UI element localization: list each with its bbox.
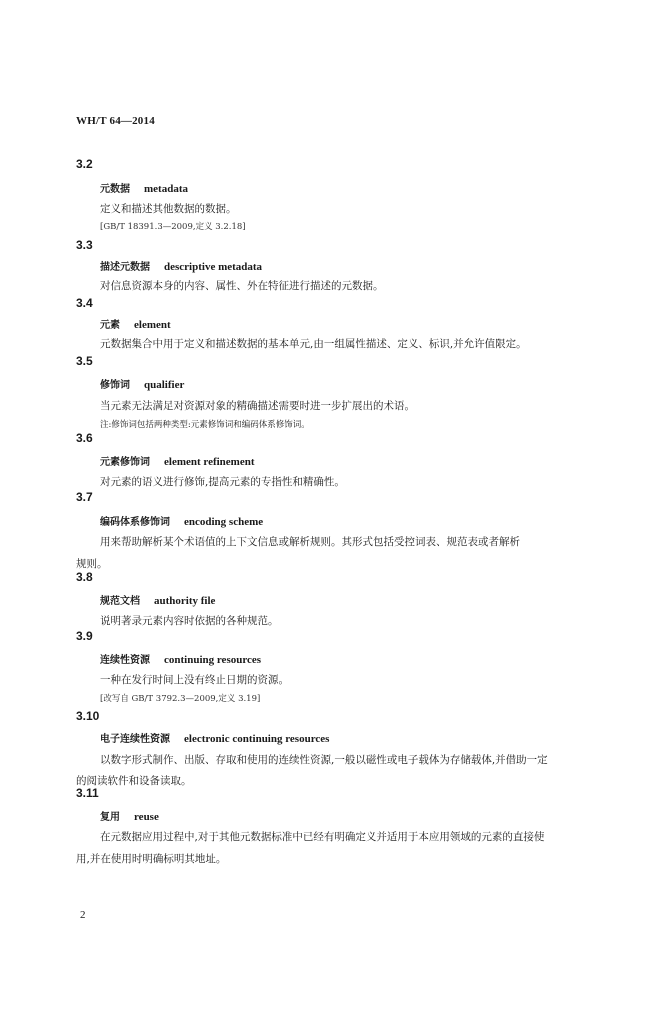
- term-title: [100, 513, 263, 528]
- term-definition: 对信息资源本身的内容、属性、外在特征进行描述的元数据。: [100, 280, 384, 292]
- term-chinese: 元数据: [100, 184, 130, 195]
- term-definition: 一种在发行时间上没有终止日期的资源。: [100, 674, 289, 686]
- term-english: descriptive metadata: [164, 261, 263, 273]
- term-chinese: 元素修饰词: [100, 457, 150, 468]
- term-english: reuse: [134, 811, 159, 823]
- term-chinese: 修饰词: [100, 380, 130, 391]
- term-title: [100, 592, 215, 607]
- term-title: [100, 376, 184, 391]
- page-number: 2: [80, 909, 86, 921]
- term-number: 3.3: [76, 238, 93, 252]
- term-number: 3.2: [76, 157, 93, 171]
- term-english: continuing resources: [164, 654, 262, 666]
- term-number: 3.11: [76, 786, 99, 800]
- term-number: 3.6: [76, 431, 93, 445]
- term-number: 3.5: [76, 354, 93, 368]
- term-english: authority file: [154, 595, 216, 607]
- term-number: 3.10: [76, 709, 100, 723]
- term-source: [改写自 GB/T 3792.3—2009,定义 3.19]: [100, 694, 261, 704]
- term-title: [100, 651, 261, 666]
- term-english: metadata: [144, 183, 188, 195]
- term-definition: 说明著录元素内容时依据的各种规范。: [100, 615, 279, 627]
- term-chinese: 电子连续性资源: [100, 734, 170, 745]
- term-title: [100, 180, 188, 195]
- term-definition: 规则。: [76, 558, 108, 570]
- term-chinese: 连续性资源: [100, 655, 150, 666]
- term-source: [GB/T 18391.3—2009,定义 3.2.18]: [100, 222, 246, 232]
- term-english: qualifier: [144, 379, 185, 391]
- term-title: [100, 316, 171, 331]
- term-definition: 以数字形式制作、出版、存取和使用的连续性资源,一般以磁性或电子载体为存储载体,并借助一定: [100, 754, 548, 766]
- term-definition: 在元数据应用过程中,对于其他元数据标准中已经有明确定义并适用于本应用领域的元素的直接使: [100, 831, 545, 843]
- term-title: [100, 808, 159, 823]
- term-number: 3.9: [76, 629, 93, 643]
- term-chinese: 元素: [100, 320, 120, 331]
- term-number: 3.7: [76, 490, 93, 504]
- term-english: element: [134, 319, 171, 331]
- term-definition: 用来帮助解析某个术语值的上下文信息或解析规则。其形式包括受控词表、规范表或者解析: [100, 536, 520, 548]
- term-definition: 元数据集合中用于定义和描述数据的基本单元,由一组属性描述、定义、标识,并允许值限定。: [100, 338, 527, 350]
- term-chinese: 规范文档: [100, 596, 140, 607]
- term-title: [100, 453, 255, 468]
- term-definition: 的阅读软件和设备读取。: [76, 775, 192, 787]
- document-id-header: WH/T 64—2014: [76, 115, 155, 127]
- term-number: 3.8: [76, 570, 93, 584]
- term-definition: 用,并在使用时明确标明其地址。: [76, 853, 227, 865]
- term-chinese: 复用: [100, 812, 120, 823]
- term-definition: 当元素无法满足对资源对象的精确描述需要时进一步扩展出的术语。: [100, 400, 415, 412]
- term-english: encoding scheme: [184, 516, 264, 528]
- term-english: electronic continuing resources: [184, 733, 330, 745]
- term-title: [100, 258, 262, 273]
- term-english: element refinement: [164, 456, 255, 468]
- term-note: 注:修饰词包括两种类型:元素修饰词和编码体系修饰词。: [100, 420, 310, 430]
- term-number: 3.4: [76, 296, 93, 310]
- term-definition: 定义和描述其他数据的数据。: [100, 203, 237, 215]
- term-definition: 对元素的语义进行修饰,提高元素的专指性和精确性。: [100, 476, 345, 488]
- term-chinese: 描述元数据: [100, 262, 150, 273]
- term-title: [100, 730, 329, 745]
- term-chinese: 编码体系修饰词: [100, 517, 170, 528]
